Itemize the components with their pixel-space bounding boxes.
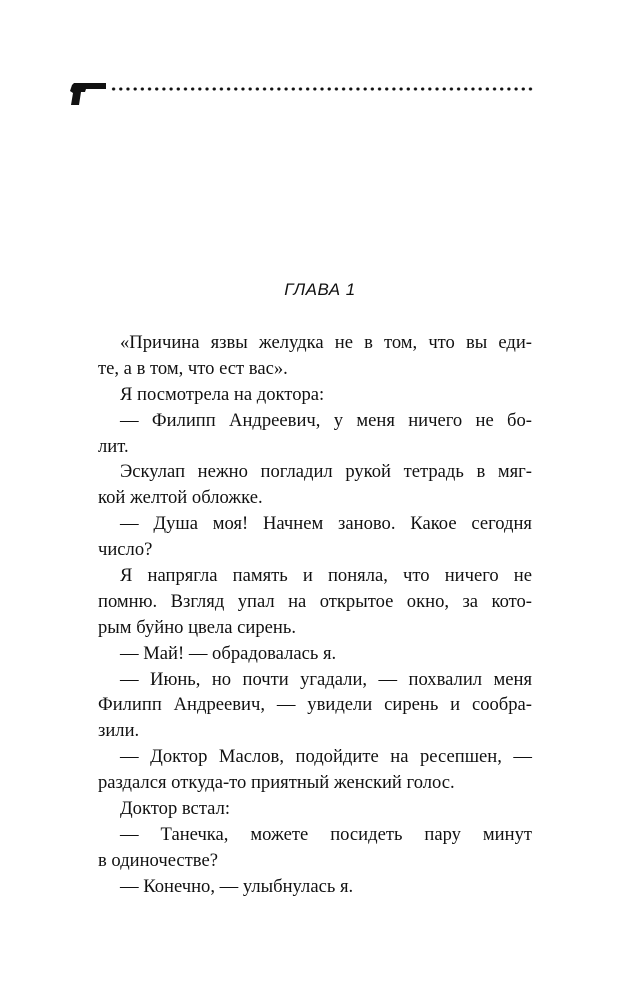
text-line: — Доктор Маслов, подойдите на ресепшен, —	[120, 746, 532, 768]
text-line: — Душа моя! Начнем заново. Какое сегодня	[120, 513, 532, 535]
pistol-icon	[68, 80, 108, 106]
text-line: рым буйно цвела сирень.	[98, 616, 296, 638]
text-line: — Май! — обрадовалась я.	[120, 642, 337, 664]
text-line: — Филипп Андреевич, у меня ничего не бо-	[120, 409, 532, 431]
text-line: зили.	[98, 720, 140, 742]
body-text	[98, 330, 532, 900]
text-line: число?	[98, 539, 153, 561]
text-line: «Причина язвы желудка не в том, что вы еди-	[120, 332, 532, 353]
text-line: лит.	[98, 435, 129, 457]
text-line: Я напрягла память и поняла, что ничего не	[120, 565, 532, 587]
text-line: Филипп Андреевич, — увидели сирень и сообра-	[98, 694, 532, 716]
header-ornament	[68, 78, 538, 108]
text-line: — Танечка, можете посидеть пару минут	[120, 823, 532, 845]
chapter-title: ГЛАВА 1	[284, 280, 356, 299]
dotted-rule	[110, 86, 534, 92]
text-line: Я посмотрела на доктора:	[120, 383, 325, 405]
text-line: Эскулап нежно погладил рукой тетрадь в мяг-	[120, 461, 532, 483]
text-line: раздался откуда-то приятный женский голос.	[98, 772, 455, 794]
text-line: — Июнь, но почти угадали, — похвалил меня	[120, 668, 532, 690]
text-line: те, а в том, что ест вас».	[98, 357, 288, 379]
text-line: помню. Взгляд упал на открытое окно, за кото-	[98, 590, 532, 612]
text-line: — Конечно, — улыбнулась я.	[120, 875, 354, 897]
text-line: кой желтой обложке.	[98, 487, 263, 509]
text-line: Доктор встал:	[120, 798, 231, 820]
text-line: в одиночестве?	[98, 849, 218, 871]
